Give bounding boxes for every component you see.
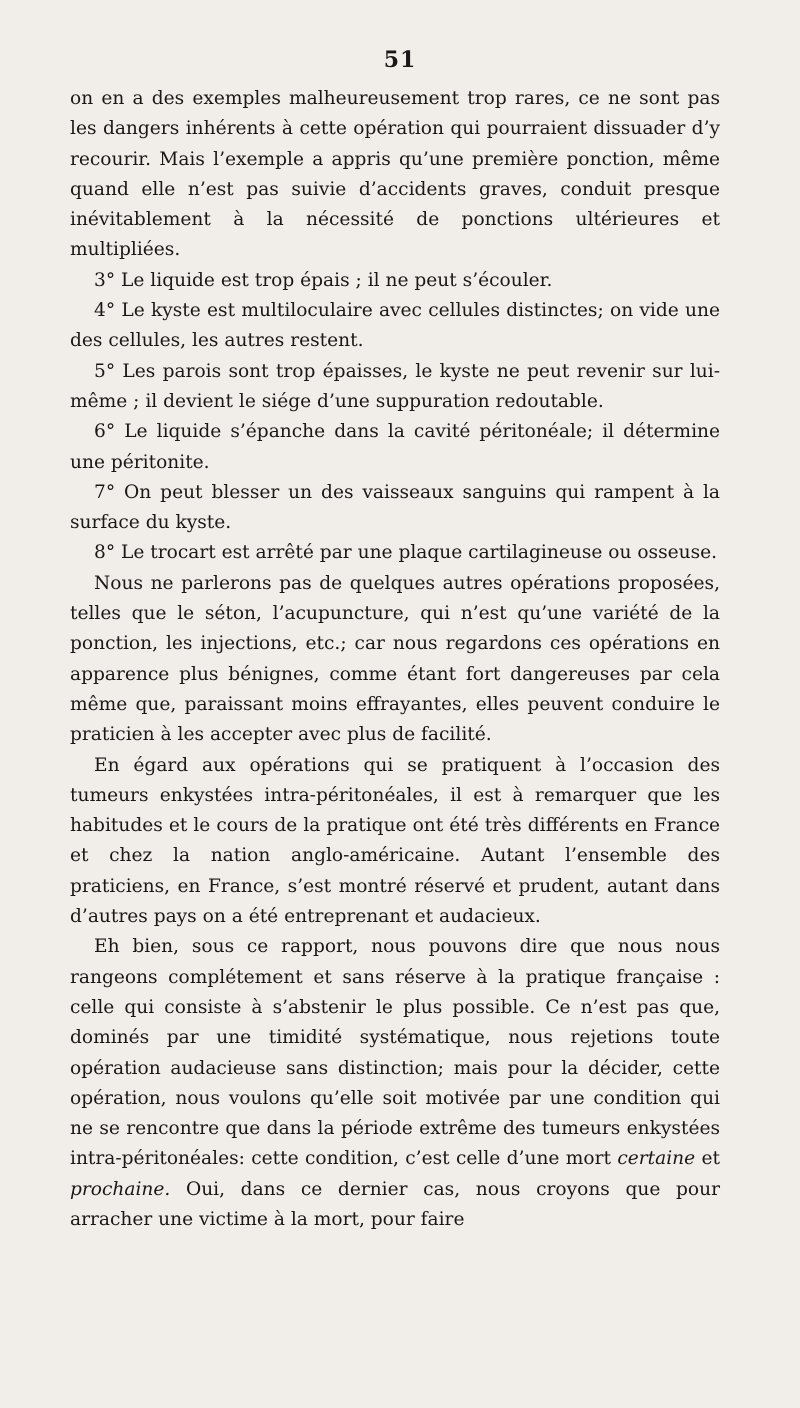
text-run: 7° On peut blesser un des vaisseaux sanguins qui rampent à la surface du kyste. (70, 481, 720, 534)
text-run: et (695, 1148, 720, 1170)
italic-run: prochaine. (70, 1178, 171, 1200)
list-item-3 (70, 266, 720, 296)
paragraph-french-practice (70, 751, 720, 933)
text-run: Oui, dans ce dernier cas, nous croyons que pour arracher une victime à la mort, pour faire (70, 1178, 720, 1230)
paragraph-abstention (70, 932, 720, 1235)
italic-run: certaine (617, 1148, 696, 1170)
list-item-8 (70, 538, 720, 568)
text-run: on en a des exemples malheureusement trop rares, ce ne sont pas les dangers inhérents à cette opération qui pourraient dissuader d’y recourir. Mais l’exemple a appris qu’une première ponction, même quand elle n’est pas suivie d’accidents graves, conduit presque inévitablement à la nécessité de ponctions ultérieures et multipliées. (70, 88, 720, 261)
page-body (70, 84, 720, 1235)
paragraph-continuation (70, 84, 720, 266)
paragraph-other-operations (70, 569, 720, 751)
text-run: 5° Les parois sont trop épaisses, le kyste ne peut revenir sur lui-même ; il devient le siége d’une suppuration redoutable. (70, 360, 720, 412)
list-item-6 (70, 417, 720, 478)
text-run: Nous ne parlerons pas de quelques autres opérations proposées, telles que le séton, l’acupuncture, qui n’est qu’une variété de la ponction, les injections, etc.; car nous regardons ces opérations en apparence plus bénignes, comme étant fort dangereuses par cela même que, paraissant moins effrayantes, elles peuvent conduire le praticien à les accepter avec plus de facilité. (70, 572, 720, 746)
text-run: 4° Le kyste est multiloculaire avec cellules distinctes; on vide une des cellules, les autres restent. (70, 300, 720, 352)
text-run: 8° Le trocart est arrêté par une plaque cartilagineuse ou osseuse. (94, 542, 718, 564)
text-run: 6° Le liquide s’épanche dans la cavité péritonéale; il détermine une péritonite. (70, 421, 720, 473)
page-number: 51 (383, 47, 417, 73)
text-run: En égard aux opérations qui se pratiquent à l’occasion des tumeurs enkystées intra-péritonéales, il est à remarquer que les habitudes et le cours de la pratique ont été très différents en France et chez la nation anglo-américaine. Autant l’ensemble des praticiens, en France, s’est montré réservé et prudent, autant dans d’autres pays on a été entreprenant et audacieux. (70, 754, 720, 928)
list-item-5 (70, 357, 720, 418)
text-run: Eh bien, sous ce rapport, nous pouvons dire que nous nous rangeons complétement et sans réserve à la pratique française : celle qui consiste à s’abstenir le plus possible. Ce n’est pas que, dominés par une timidité systématique, nous rejetions toute opération audacieuse sans distinction; mais pour la décider, cette opération, nous voulons qu’elle soit motivée par une condition qui ne se rencontre que dans la période extrême des tumeurs enkystées intra-péritonéales: cette condition, c’est celle d’une mort (70, 936, 720, 1170)
text-run: 3° Le liquide est trop épais ; il ne peut s’écouler. (94, 269, 553, 291)
list-item-4 (70, 296, 720, 357)
list-item-7 (70, 478, 720, 539)
